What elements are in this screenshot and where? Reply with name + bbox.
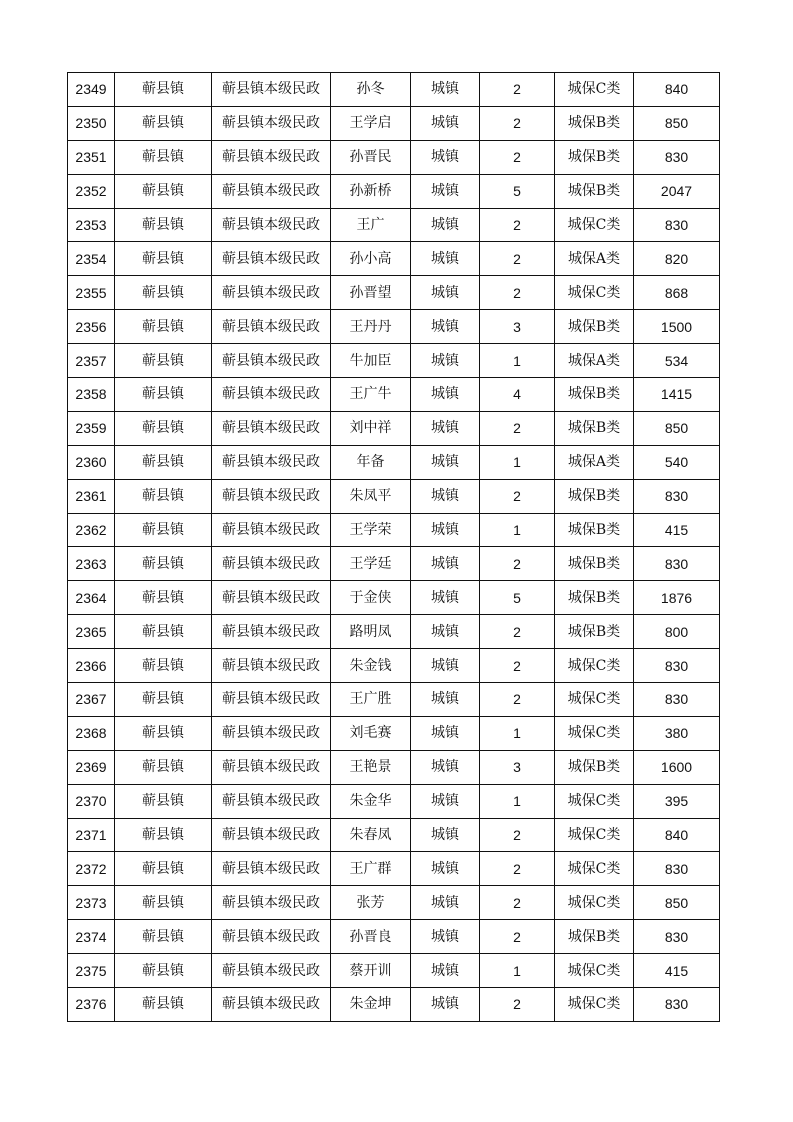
record-number-cell: 2373: [68, 886, 115, 920]
category-cell: 城保B类: [555, 106, 634, 140]
record-number-cell: 2363: [68, 547, 115, 581]
unit-cell: 蕲县镇本级民政: [212, 750, 331, 784]
category-cell: 城保C类: [555, 852, 634, 886]
amount-cell: 830: [634, 479, 720, 513]
area-type-cell: 城镇: [411, 106, 480, 140]
table-row: [68, 547, 720, 581]
table-row: [68, 106, 720, 140]
household-size-cell: 2: [480, 208, 555, 242]
table-row: [68, 344, 720, 378]
table-row: [68, 581, 720, 615]
household-size-cell: 2: [480, 242, 555, 276]
area-type-cell: 城镇: [411, 818, 480, 852]
area-type-cell: 城镇: [411, 174, 480, 208]
area-type-cell: 城镇: [411, 208, 480, 242]
table-row: [68, 784, 720, 818]
record-number-cell: 2361: [68, 479, 115, 513]
category-cell: 城保B类: [555, 920, 634, 954]
table-row: [68, 716, 720, 750]
township-cell: 蕲县镇: [115, 378, 212, 412]
table-row: [68, 140, 720, 174]
area-type-cell: 城镇: [411, 716, 480, 750]
area-type-cell: 城镇: [411, 547, 480, 581]
amount-cell: 395: [634, 784, 720, 818]
township-cell: 蕲县镇: [115, 615, 212, 649]
table-row: [68, 852, 720, 886]
name-cell: 孙晋望: [331, 276, 411, 310]
household-size-cell: 2: [480, 479, 555, 513]
township-cell: 蕲县镇: [115, 954, 212, 988]
table-row: [68, 750, 720, 784]
area-type-cell: 城镇: [411, 310, 480, 344]
unit-cell: 蕲县镇本级民政: [212, 683, 331, 717]
category-cell: 城保B类: [555, 750, 634, 784]
record-number-cell: 2355: [68, 276, 115, 310]
unit-cell: 蕲县镇本级民政: [212, 716, 331, 750]
township-cell: 蕲县镇: [115, 988, 212, 1022]
name-cell: 路明凤: [331, 615, 411, 649]
name-cell: 王学启: [331, 106, 411, 140]
name-cell: 刘毛赛: [331, 716, 411, 750]
township-cell: 蕲县镇: [115, 683, 212, 717]
record-number-cell: 2367: [68, 683, 115, 717]
category-cell: 城保B类: [555, 581, 634, 615]
unit-cell: 蕲县镇本级民政: [212, 513, 331, 547]
township-cell: 蕲县镇: [115, 649, 212, 683]
area-type-cell: 城镇: [411, 276, 480, 310]
household-size-cell: 2: [480, 818, 555, 852]
record-number-cell: 2376: [68, 988, 115, 1022]
table-row: [68, 378, 720, 412]
name-cell: 张芳: [331, 886, 411, 920]
table-row: [68, 513, 720, 547]
category-cell: 城保C类: [555, 988, 634, 1022]
amount-cell: 820: [634, 242, 720, 276]
household-size-cell: 2: [480, 547, 555, 581]
area-type-cell: 城镇: [411, 615, 480, 649]
township-cell: 蕲县镇: [115, 920, 212, 954]
unit-cell: 蕲县镇本级民政: [212, 988, 331, 1022]
area-type-cell: 城镇: [411, 954, 480, 988]
area-type-cell: 城镇: [411, 479, 480, 513]
category-cell: 城保B类: [555, 479, 634, 513]
household-size-cell: 1: [480, 716, 555, 750]
record-number-cell: 2360: [68, 445, 115, 479]
township-cell: 蕲县镇: [115, 344, 212, 378]
name-cell: 朱春凤: [331, 818, 411, 852]
household-size-cell: 2: [480, 106, 555, 140]
category-cell: 城保C类: [555, 683, 634, 717]
category-cell: 城保C类: [555, 73, 634, 107]
household-size-cell: 2: [480, 683, 555, 717]
township-cell: 蕲县镇: [115, 411, 212, 445]
township-cell: 蕲县镇: [115, 140, 212, 174]
area-type-cell: 城镇: [411, 649, 480, 683]
record-number-cell: 2351: [68, 140, 115, 174]
record-number-cell: 2353: [68, 208, 115, 242]
amount-cell: 534: [634, 344, 720, 378]
category-cell: 城保A类: [555, 344, 634, 378]
unit-cell: 蕲县镇本级民政: [212, 479, 331, 513]
category-cell: 城保B类: [555, 140, 634, 174]
table-row: [68, 886, 720, 920]
area-type-cell: 城镇: [411, 988, 480, 1022]
unit-cell: 蕲县镇本级民政: [212, 242, 331, 276]
unit-cell: 蕲县镇本级民政: [212, 852, 331, 886]
township-cell: 蕲县镇: [115, 106, 212, 140]
category-cell: 城保A类: [555, 445, 634, 479]
record-number-cell: 2349: [68, 73, 115, 107]
household-size-cell: 1: [480, 513, 555, 547]
township-cell: 蕲县镇: [115, 276, 212, 310]
township-cell: 蕲县镇: [115, 73, 212, 107]
amount-cell: 850: [634, 411, 720, 445]
unit-cell: 蕲县镇本级民政: [212, 954, 331, 988]
area-type-cell: 城镇: [411, 581, 480, 615]
unit-cell: 蕲县镇本级民政: [212, 784, 331, 818]
unit-cell: 蕲县镇本级民政: [212, 174, 331, 208]
amount-cell: 1600: [634, 750, 720, 784]
township-cell: 蕲县镇: [115, 886, 212, 920]
record-number-cell: 2357: [68, 344, 115, 378]
table-row: [68, 411, 720, 445]
table-row: [68, 242, 720, 276]
township-cell: 蕲县镇: [115, 852, 212, 886]
record-number-cell: 2371: [68, 818, 115, 852]
township-cell: 蕲县镇: [115, 174, 212, 208]
unit-cell: 蕲县镇本级民政: [212, 920, 331, 954]
name-cell: 王广牛: [331, 378, 411, 412]
roster-table: [67, 72, 720, 1022]
household-size-cell: 2: [480, 140, 555, 174]
record-number-cell: 2365: [68, 615, 115, 649]
table-row: [68, 988, 720, 1022]
table-row: [68, 479, 720, 513]
name-cell: 王广: [331, 208, 411, 242]
name-cell: 孙冬: [331, 73, 411, 107]
household-size-cell: 2: [480, 649, 555, 683]
township-cell: 蕲县镇: [115, 310, 212, 344]
unit-cell: 蕲县镇本级民政: [212, 818, 331, 852]
table-row: [68, 174, 720, 208]
unit-cell: 蕲县镇本级民政: [212, 886, 331, 920]
name-cell: 王广胜: [331, 683, 411, 717]
township-cell: 蕲县镇: [115, 547, 212, 581]
household-size-cell: 2: [480, 920, 555, 954]
household-size-cell: 3: [480, 750, 555, 784]
unit-cell: 蕲县镇本级民政: [212, 581, 331, 615]
category-cell: 城保C类: [555, 208, 634, 242]
record-number-cell: 2374: [68, 920, 115, 954]
area-type-cell: 城镇: [411, 445, 480, 479]
household-size-cell: 3: [480, 310, 555, 344]
amount-cell: 830: [634, 852, 720, 886]
amount-cell: 1415: [634, 378, 720, 412]
table-row: [68, 649, 720, 683]
township-cell: 蕲县镇: [115, 445, 212, 479]
household-size-cell: 1: [480, 445, 555, 479]
category-cell: 城保B类: [555, 378, 634, 412]
area-type-cell: 城镇: [411, 140, 480, 174]
amount-cell: 868: [634, 276, 720, 310]
unit-cell: 蕲县镇本级民政: [212, 106, 331, 140]
township-cell: 蕲县镇: [115, 479, 212, 513]
area-type-cell: 城镇: [411, 513, 480, 547]
township-cell: 蕲县镇: [115, 750, 212, 784]
amount-cell: 830: [634, 208, 720, 242]
township-cell: 蕲县镇: [115, 242, 212, 276]
household-size-cell: 4: [480, 378, 555, 412]
unit-cell: 蕲县镇本级民政: [212, 140, 331, 174]
category-cell: 城保C类: [555, 649, 634, 683]
household-size-cell: 1: [480, 784, 555, 818]
name-cell: 孙新桥: [331, 174, 411, 208]
name-cell: 朱金华: [331, 784, 411, 818]
name-cell: 牛加臣: [331, 344, 411, 378]
name-cell: 王学廷: [331, 547, 411, 581]
record-number-cell: 2368: [68, 716, 115, 750]
amount-cell: 1500: [634, 310, 720, 344]
name-cell: 王学荣: [331, 513, 411, 547]
name-cell: 王广群: [331, 852, 411, 886]
household-size-cell: 2: [480, 886, 555, 920]
name-cell: 于金侠: [331, 581, 411, 615]
category-cell: 城保C类: [555, 818, 634, 852]
township-cell: 蕲县镇: [115, 208, 212, 242]
name-cell: 朱金钱: [331, 649, 411, 683]
table-row: [68, 818, 720, 852]
record-number-cell: 2350: [68, 106, 115, 140]
unit-cell: 蕲县镇本级民政: [212, 73, 331, 107]
household-size-cell: 2: [480, 852, 555, 886]
record-number-cell: 2372: [68, 852, 115, 886]
record-number-cell: 2356: [68, 310, 115, 344]
household-size-cell: 2: [480, 615, 555, 649]
amount-cell: 800: [634, 615, 720, 649]
name-cell: 朱金坤: [331, 988, 411, 1022]
category-cell: 城保B类: [555, 513, 634, 547]
name-cell: 王艳景: [331, 750, 411, 784]
unit-cell: 蕲县镇本级民政: [212, 445, 331, 479]
amount-cell: 415: [634, 954, 720, 988]
household-size-cell: 1: [480, 344, 555, 378]
table-row: [68, 683, 720, 717]
table-row: [68, 208, 720, 242]
name-cell: 刘中祥: [331, 411, 411, 445]
table-row: [68, 310, 720, 344]
record-number-cell: 2359: [68, 411, 115, 445]
name-cell: 朱凤平: [331, 479, 411, 513]
township-cell: 蕲县镇: [115, 581, 212, 615]
area-type-cell: 城镇: [411, 683, 480, 717]
township-cell: 蕲县镇: [115, 784, 212, 818]
township-cell: 蕲县镇: [115, 513, 212, 547]
name-cell: 王丹丹: [331, 310, 411, 344]
name-cell: 蔡开训: [331, 954, 411, 988]
name-cell: 孙小高: [331, 242, 411, 276]
category-cell: 城保B类: [555, 615, 634, 649]
amount-cell: 840: [634, 73, 720, 107]
household-size-cell: 1: [480, 954, 555, 988]
area-type-cell: 城镇: [411, 852, 480, 886]
unit-cell: 蕲县镇本级民政: [212, 310, 331, 344]
record-number-cell: 2364: [68, 581, 115, 615]
amount-cell: 850: [634, 886, 720, 920]
unit-cell: 蕲县镇本级民政: [212, 649, 331, 683]
unit-cell: 蕲县镇本级民政: [212, 208, 331, 242]
amount-cell: 830: [634, 649, 720, 683]
category-cell: 城保B类: [555, 547, 634, 581]
record-number-cell: 2375: [68, 954, 115, 988]
household-size-cell: 2: [480, 276, 555, 310]
category-cell: 城保C类: [555, 954, 634, 988]
area-type-cell: 城镇: [411, 242, 480, 276]
amount-cell: 380: [634, 716, 720, 750]
unit-cell: 蕲县镇本级民政: [212, 276, 331, 310]
record-number-cell: 2352: [68, 174, 115, 208]
area-type-cell: 城镇: [411, 886, 480, 920]
area-type-cell: 城镇: [411, 920, 480, 954]
amount-cell: 830: [634, 683, 720, 717]
record-number-cell: 2370: [68, 784, 115, 818]
area-type-cell: 城镇: [411, 411, 480, 445]
township-cell: 蕲县镇: [115, 716, 212, 750]
roster-body: [68, 73, 720, 1022]
amount-cell: 540: [634, 445, 720, 479]
household-size-cell: 2: [480, 988, 555, 1022]
category-cell: 城保C类: [555, 784, 634, 818]
table-row: [68, 445, 720, 479]
unit-cell: 蕲县镇本级民政: [212, 411, 331, 445]
unit-cell: 蕲县镇本级民政: [212, 378, 331, 412]
record-number-cell: 2366: [68, 649, 115, 683]
household-size-cell: 2: [480, 73, 555, 107]
household-size-cell: 2: [480, 411, 555, 445]
area-type-cell: 城镇: [411, 73, 480, 107]
table-row: [68, 954, 720, 988]
table-row: [68, 920, 720, 954]
amount-cell: 415: [634, 513, 720, 547]
household-size-cell: 5: [480, 174, 555, 208]
household-size-cell: 5: [480, 581, 555, 615]
category-cell: 城保C类: [555, 886, 634, 920]
record-number-cell: 2369: [68, 750, 115, 784]
table-row: [68, 615, 720, 649]
amount-cell: 840: [634, 818, 720, 852]
category-cell: 城保B类: [555, 174, 634, 208]
area-type-cell: 城镇: [411, 378, 480, 412]
area-type-cell: 城镇: [411, 784, 480, 818]
table-row: [68, 276, 720, 310]
category-cell: 城保A类: [555, 242, 634, 276]
amount-cell: 2047: [634, 174, 720, 208]
record-number-cell: 2358: [68, 378, 115, 412]
category-cell: 城保C类: [555, 716, 634, 750]
area-type-cell: 城镇: [411, 344, 480, 378]
unit-cell: 蕲县镇本级民政: [212, 344, 331, 378]
record-number-cell: 2362: [68, 513, 115, 547]
category-cell: 城保C类: [555, 276, 634, 310]
unit-cell: 蕲县镇本级民政: [212, 615, 331, 649]
amount-cell: 830: [634, 140, 720, 174]
name-cell: 年备: [331, 445, 411, 479]
township-cell: 蕲县镇: [115, 818, 212, 852]
amount-cell: 850: [634, 106, 720, 140]
category-cell: 城保B类: [555, 411, 634, 445]
area-type-cell: 城镇: [411, 750, 480, 784]
category-cell: 城保B类: [555, 310, 634, 344]
amount-cell: 830: [634, 547, 720, 581]
record-number-cell: 2354: [68, 242, 115, 276]
name-cell: 孙晋民: [331, 140, 411, 174]
name-cell: 孙晋良: [331, 920, 411, 954]
amount-cell: 1876: [634, 581, 720, 615]
amount-cell: 830: [634, 920, 720, 954]
amount-cell: 830: [634, 988, 720, 1022]
table-row: [68, 73, 720, 107]
unit-cell: 蕲县镇本级民政: [212, 547, 331, 581]
